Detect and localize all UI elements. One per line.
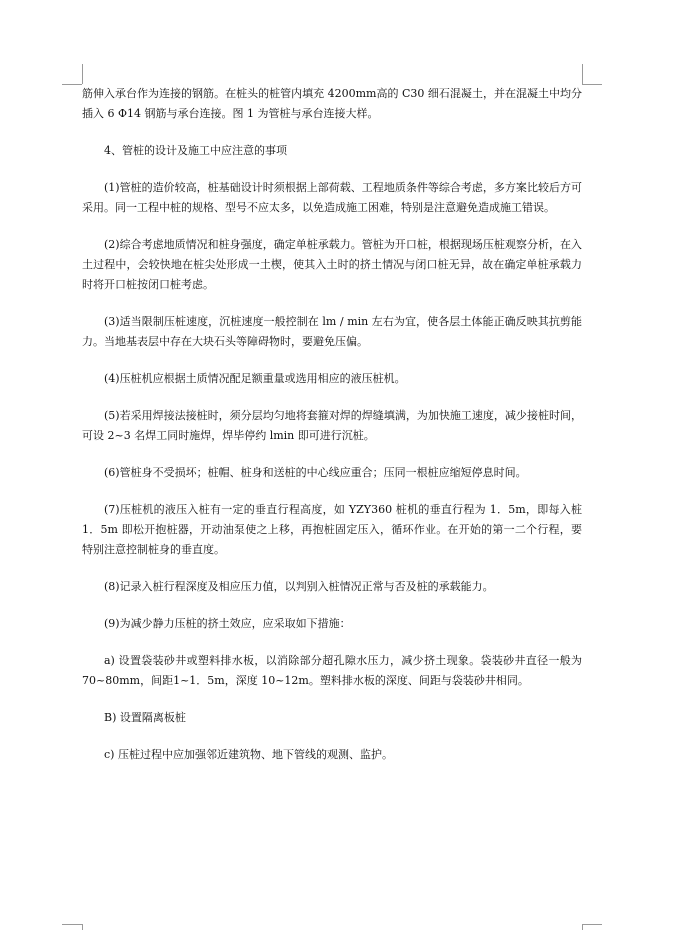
item-8-paragraph: (8)记录入桩行程深度及相应压力值，以判别入桩情况正常与否及桩的承载能力。 — [104, 580, 494, 593]
item-1-paragraph: (1)管桩的造价较高，桩基础设计时须根据上部荷载、工程地质条件等综合考虑，多方案比较后方可采用。同一工程中桩的规格、型号不应太多，以免造成施工困难，特别是注意避免造成施工错误。 — [82, 181, 582, 214]
item-3-paragraph: (3)适当限制压桩速度，沉桩速度一般控制在 lm / min 左右为宜，使各层土体能正确反映其抗剪能力。当地基表层中存在大块石头等障碍物时，要避免压偏。 — [82, 315, 582, 348]
item-9-paragraph: (9)为减少静力压桩的挤土效应，应采取如下措施： — [104, 617, 351, 630]
document-body — [82, 84, 582, 765]
crop-mark-top-right-h — [582, 84, 602, 85]
measure-c-paragraph: c) 压桩过程中应加强邻近建筑物、地下管线的观测、监护。 — [104, 748, 393, 761]
crop-mark-top-left-v — [82, 64, 83, 84]
section-heading: 4、管桩的设计及施工中应注意的事项 — [104, 144, 287, 157]
intro-paragraph: 筋伸入承台作为连接的钢筋。在桩头的桩管内填充 4200mm高的 C30 细石混凝土，并在混凝土中均分插入 6 Φ14 钢筋与承台连接。图 1 为管桩与承台连接大样。 — [82, 87, 582, 120]
item-5-paragraph: (5)若采用焊接法接桩时，须分层均匀地将套箍对焊的焊缝填满，为加快施工速度，减少接桩时间，可设 2~3 名焊工同时施焊，焊毕停约 lmin 即可进行沉桩。 — [82, 409, 582, 442]
crop-mark-bottom-left-v — [82, 924, 83, 930]
measure-b-paragraph: B) 设置隔离板桩 — [104, 711, 186, 724]
crop-mark-bottom-right-v — [582, 924, 583, 930]
crop-mark-top-right-v — [582, 64, 583, 84]
item-2-paragraph: (2)综合考虑地质情况和桩身强度，确定单桩承载力。管桩为开口桩，根据现场压桩观察分析，在入土过程中，会较快地在桩尖处形成一土楔，使其入土时的挤土情况与闭口桩无异，故在确定单桩承载力时将开口桩按闭口桩考虑。 — [82, 238, 582, 291]
crop-mark-bottom-right-h — [582, 924, 602, 925]
crop-mark-bottom-left-h — [62, 924, 82, 925]
crop-mark-top-left-h — [62, 84, 82, 85]
measure-a-paragraph: a) 设置袋装砂井或塑料排水板，以消除部分超孔隙水压力，减少挤土现象。袋装砂井直径一般为 70~80mm，间距1~1．5m，深度 10~12m。塑料排水板的深度、间距与袋装砂井相同。 — [82, 654, 582, 687]
item-6-paragraph: (6)管桩身不受损坏；桩帽、桩身和送桩的中心线应重合；压同一根桩应缩短停息时间。 — [104, 466, 527, 479]
item-7-paragraph: (7)压桩机的液压入桩有一定的垂直行程高度，如 YZY360 桩机的垂直行程为 1．5m，即每入桩 1．5m 即松开抱桩器，开动油泵使之上移，再抱桩固定压入，循环作业。在开始的第一二个行程，要特别注意控制桩身的垂直度。 — [82, 503, 582, 556]
item-4-paragraph: (4)压桩机应根据土质情况配足额重量或选用相应的液压桩机。 — [104, 372, 406, 385]
